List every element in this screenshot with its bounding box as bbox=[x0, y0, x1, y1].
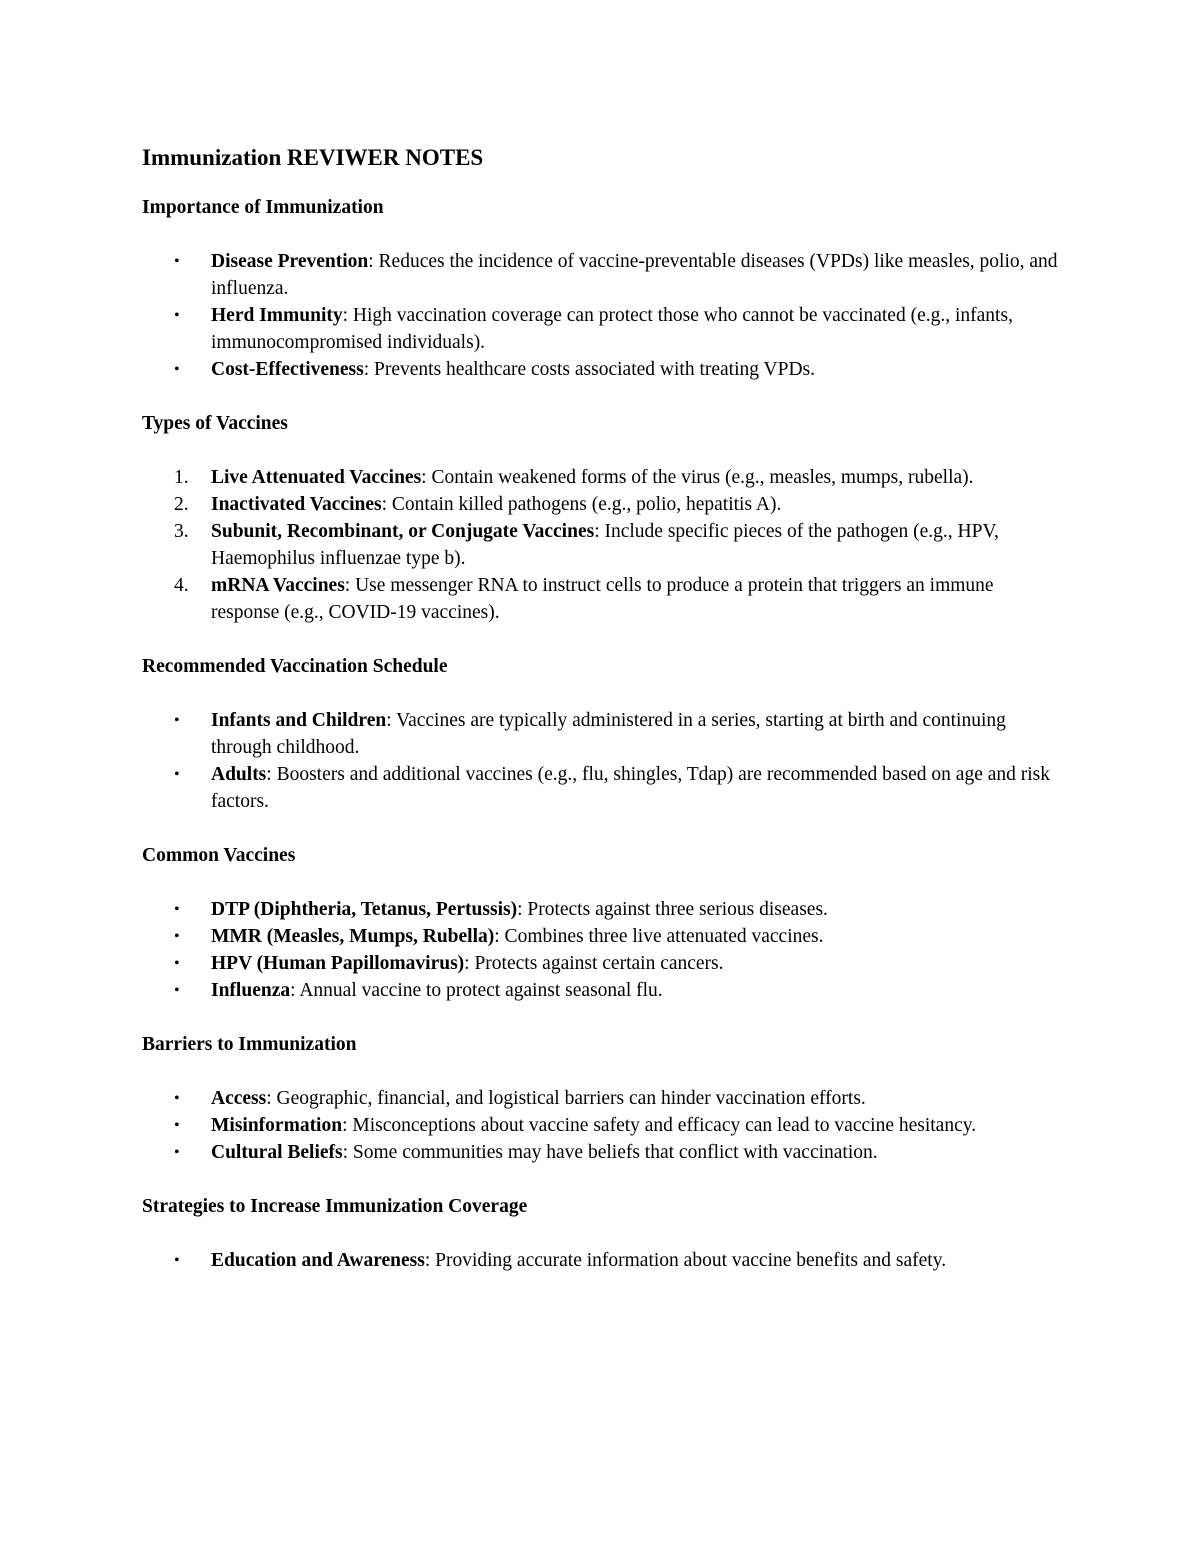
item-text: : Providing accurate information about vaccine benefits and safety. bbox=[424, 1250, 947, 1271]
item-term: Infants and Children bbox=[211, 710, 387, 731]
item-text: : Reduces the incidence of vaccine-preventable diseases (VPDs) like measles, polio, and influenza. bbox=[211, 251, 1058, 299]
item-text: : Boosters and additional vaccines (e.g., flu, shingles, Tdap) are recommended based on age and risk factors. bbox=[211, 764, 1051, 812]
section-heading-schedule: Recommended Vaccination Schedule bbox=[142, 656, 448, 677]
item-text: : Combines three live attenuated vaccines. bbox=[494, 926, 824, 947]
item-text: : Protects against three serious diseases. bbox=[517, 899, 828, 920]
section-heading-importance: Importance of Immunization bbox=[142, 197, 384, 218]
list-item bbox=[142, 1085, 1062, 1112]
bullet-icon: • bbox=[174, 1144, 180, 1161]
item-term: Education and Awareness bbox=[211, 1250, 425, 1271]
bullet-icon: • bbox=[174, 766, 180, 783]
bullet-icon: • bbox=[174, 901, 180, 918]
list-item bbox=[142, 302, 1062, 356]
item-term: Misinformation bbox=[211, 1115, 343, 1136]
item-term: Influenza bbox=[211, 980, 291, 1001]
item-text: : High vaccination coverage can protect those who cannot be vaccinated (e.g., infants, immunocompromised individuals). bbox=[211, 305, 1013, 353]
list-item bbox=[142, 923, 1062, 950]
item-term: HPV (Human Papillomavirus) bbox=[211, 953, 465, 974]
list-item bbox=[142, 950, 1062, 977]
list-item bbox=[142, 464, 1062, 491]
list-item bbox=[142, 1247, 1062, 1274]
list-item bbox=[142, 1112, 1062, 1139]
item-text: : Contain killed pathogens (e.g., polio, hepatitis A). bbox=[381, 494, 782, 515]
list-item bbox=[142, 707, 1062, 761]
item-term: DTP (Diphtheria, Tetanus, Pertussis) bbox=[211, 899, 518, 920]
bullet-icon: • bbox=[174, 712, 180, 729]
item-text: : Vaccines are typically administered in a series, starting at birth and continuing through childhood. bbox=[211, 710, 1006, 758]
list-item bbox=[142, 356, 1062, 383]
item-text: : Geographic, financial, and logistical barriers can hinder vaccination efforts. bbox=[266, 1088, 866, 1109]
list-common bbox=[142, 896, 1062, 1004]
section-heading-common: Common Vaccines bbox=[142, 845, 296, 866]
item-number: 4. bbox=[174, 575, 189, 596]
item-text: : Misconceptions about vaccine safety and efficacy can lead to vaccine hesitancy. bbox=[342, 1115, 977, 1136]
list-item bbox=[142, 896, 1062, 923]
item-term: Live Attenuated Vaccines bbox=[211, 467, 422, 488]
item-term: Adults bbox=[211, 764, 267, 785]
bullet-icon: • bbox=[174, 955, 180, 972]
bullet-icon: • bbox=[174, 1252, 180, 1269]
list-types bbox=[142, 464, 1062, 626]
item-term: Herd Immunity bbox=[211, 305, 343, 326]
item-text: : Annual vaccine to protect against seasonal flu. bbox=[290, 980, 663, 1001]
section-heading-barriers: Barriers to Immunization bbox=[142, 1034, 357, 1055]
item-term: Cost-Effectiveness bbox=[211, 359, 364, 380]
item-text: : Some communities may have beliefs that conflict with vaccination. bbox=[342, 1142, 878, 1163]
section-heading-types: Types of Vaccines bbox=[142, 413, 288, 434]
item-text: : Protects against certain cancers. bbox=[464, 953, 724, 974]
item-number: 2. bbox=[174, 494, 189, 515]
list-item bbox=[142, 491, 1062, 518]
list-item bbox=[142, 977, 1062, 1004]
bullet-icon: • bbox=[174, 1090, 180, 1107]
bullet-icon: • bbox=[174, 928, 180, 945]
list-item bbox=[142, 518, 1062, 572]
section-heading-strategies: Strategies to Increase Immunization Coverage bbox=[142, 1196, 528, 1217]
list-schedule bbox=[142, 707, 1062, 815]
bullet-icon: • bbox=[174, 982, 180, 999]
bullet-icon: • bbox=[174, 307, 180, 324]
bullet-icon: • bbox=[174, 1117, 180, 1134]
item-text: : Prevents healthcare costs associated with treating VPDs. bbox=[363, 359, 815, 380]
list-item bbox=[142, 1139, 1062, 1166]
list-item bbox=[142, 761, 1062, 815]
item-term: MMR (Measles, Mumps, Rubella) bbox=[211, 926, 495, 947]
bullet-icon: • bbox=[174, 361, 180, 378]
item-number: 1. bbox=[174, 467, 189, 488]
bullet-icon: • bbox=[174, 253, 180, 270]
document-title: Immunization REVIWER NOTES bbox=[142, 145, 484, 170]
document-page bbox=[142, 140, 1062, 1301]
item-term: Disease Prevention bbox=[211, 251, 369, 272]
item-text: : Include specific pieces of the pathogen (e.g., HPV, Haemophilus influenzae type b). bbox=[211, 521, 999, 569]
list-item bbox=[142, 248, 1062, 302]
item-term: Access bbox=[211, 1088, 267, 1109]
item-term: mRNA Vaccines bbox=[211, 575, 345, 596]
item-number: 3. bbox=[174, 521, 189, 542]
item-text: : Contain weakened forms of the virus (e.g., measles, mumps, rubella). bbox=[421, 467, 974, 488]
item-term: Cultural Beliefs bbox=[211, 1142, 343, 1163]
item-term: Subunit, Recombinant, or Conjugate Vaccines bbox=[211, 521, 595, 542]
item-term: Inactivated Vaccines bbox=[211, 494, 382, 515]
item-text: : Use messenger RNA to instruct cells to produce a protein that triggers an immune response (e.g., COVID-19 vaccines). bbox=[211, 575, 994, 623]
list-barriers bbox=[142, 1085, 1062, 1166]
list-importance bbox=[142, 248, 1062, 383]
list-strategies bbox=[142, 1247, 1062, 1274]
list-item bbox=[142, 572, 1062, 626]
